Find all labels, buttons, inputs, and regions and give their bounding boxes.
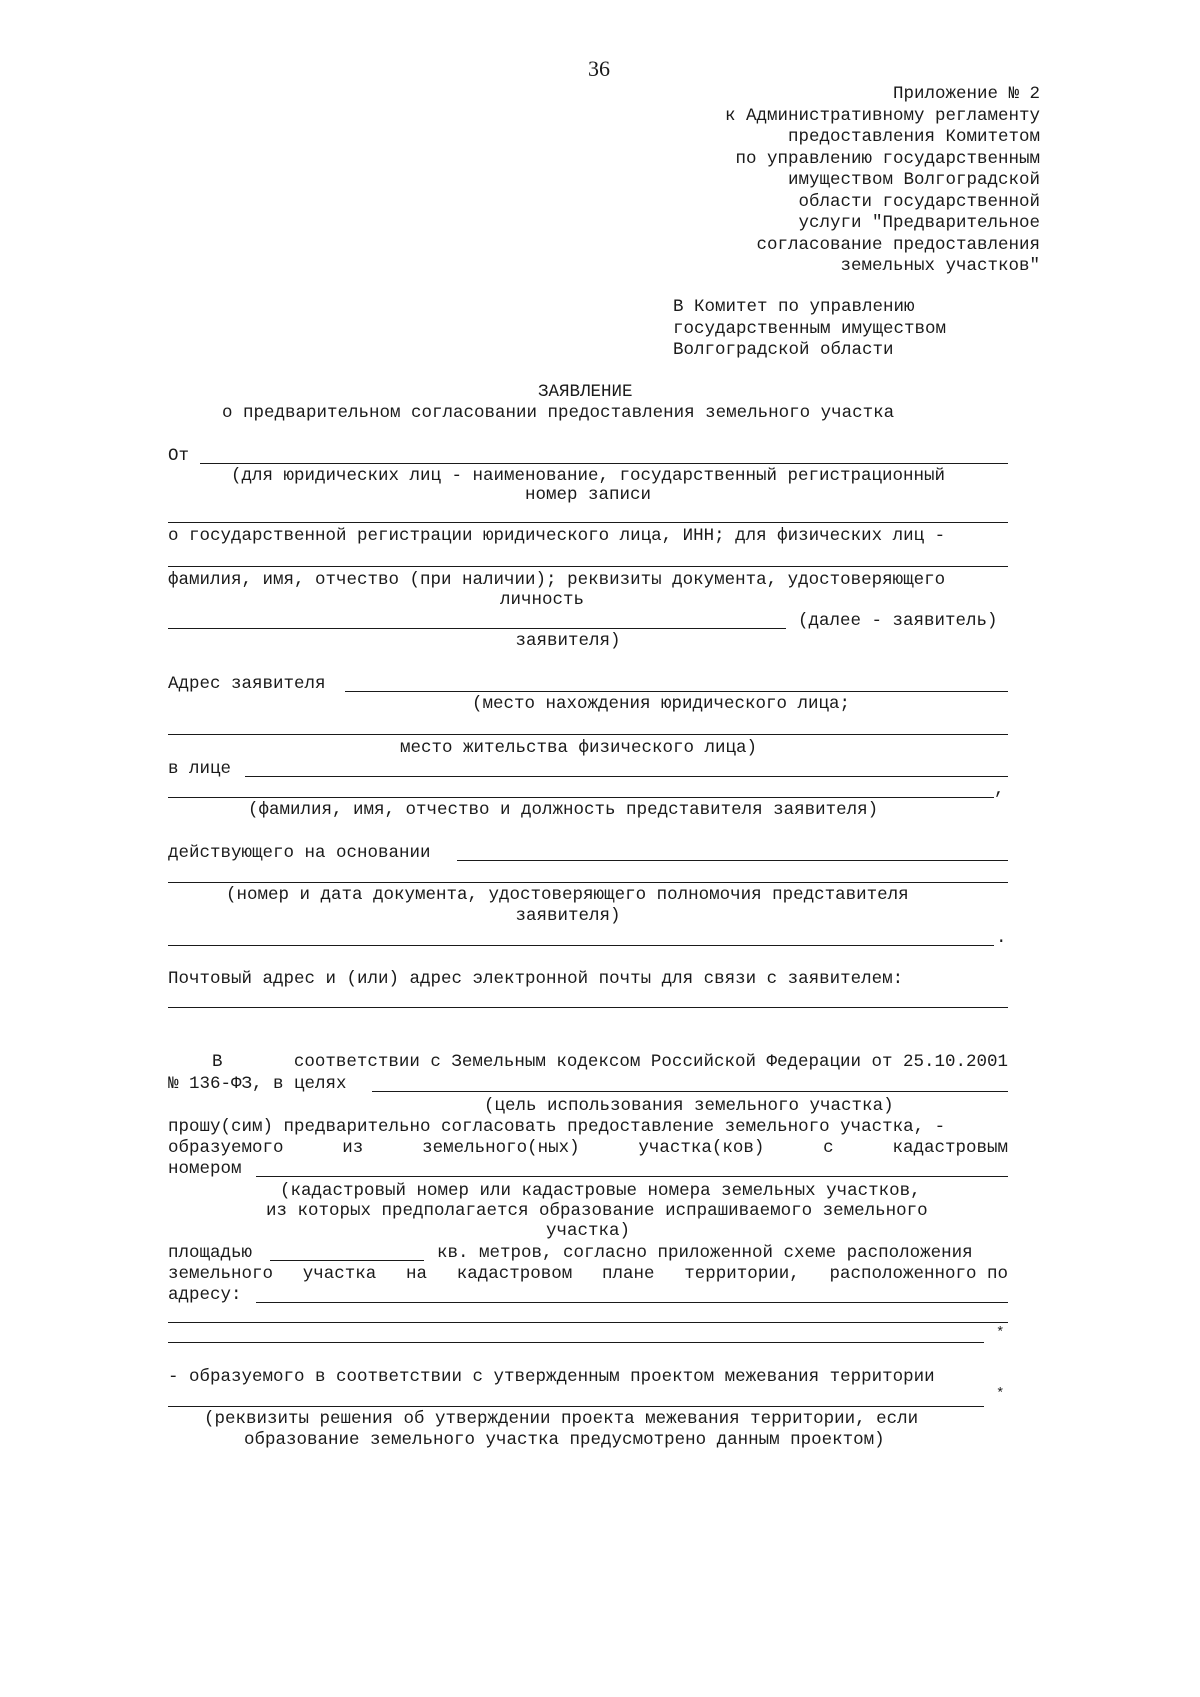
body-word: плане xyxy=(601,1264,655,1284)
representative-comma: , xyxy=(994,780,1005,800)
address-field-2[interactable] xyxy=(168,734,1008,735)
basis-field-3[interactable] xyxy=(168,945,994,946)
asterisk: * xyxy=(996,1386,1005,1402)
survey-field[interactable] xyxy=(168,1406,984,1407)
appendix-line: имуществом Волгоградской xyxy=(787,170,1040,190)
purpose-hint: (цель использования земельного участка) xyxy=(484,1096,894,1116)
body-word: земельного(ных) xyxy=(422,1138,580,1158)
document-subtitle: о предварительном согласовании предоставления земельного участка xyxy=(222,403,895,423)
appendix-line: по управлению государственным xyxy=(735,148,1040,169)
cadastral-hint: (кадастровый номер или кадастровые номера земельных участков, xyxy=(280,1181,921,1201)
basis-field-2[interactable] xyxy=(168,882,1008,883)
body-word: участка(ков) xyxy=(638,1138,765,1158)
addressee-block xyxy=(673,297,946,362)
basis-field[interactable] xyxy=(457,860,1008,861)
body-word: земельного xyxy=(168,1264,274,1284)
from-hint: фамилия, имя, отчество (при наличии); реквизиты документа, удостоверяющего xyxy=(168,570,946,590)
from-field-2[interactable] xyxy=(168,522,1008,523)
from-label: От xyxy=(168,446,190,466)
address2-label: адресу: xyxy=(168,1285,242,1305)
document-title: ЗАЯВЛЕНИЕ xyxy=(538,382,633,402)
basis-hint: (номер и дата документа, удостоверяющего полномочия представителя xyxy=(226,885,909,905)
representative-label: в лице xyxy=(168,759,232,779)
from-hint: номер записи xyxy=(524,485,652,505)
body-word: территории, xyxy=(684,1264,800,1284)
cadastral-field[interactable] xyxy=(256,1176,1008,1177)
from-field-3[interactable] xyxy=(168,566,1008,567)
body-line xyxy=(168,1138,1008,1158)
appendix-line: к Административному регламенту xyxy=(724,105,1040,126)
basis-label: действующего на основании xyxy=(168,843,431,863)
page-number: 36 xyxy=(588,56,610,81)
area-rest: кв. метров, согласно приложенной схеме расположения xyxy=(437,1243,973,1263)
cadastral-hint: из которых предполагается образование испрашиваемого земельного xyxy=(266,1201,928,1221)
appendix-line: услуги "Предварительное xyxy=(798,213,1040,233)
from-hint: личность xyxy=(499,590,584,610)
addressee-line: В Комитет по управлению xyxy=(673,297,915,317)
body-word: кадастровом xyxy=(456,1264,573,1284)
body-word: В xyxy=(212,1052,223,1072)
address2-field[interactable] xyxy=(256,1302,1008,1303)
body-line xyxy=(212,1052,1008,1072)
addressee-line: Волгоградской области xyxy=(673,340,894,360)
survey-line: - образуемого в соответствии с утвержденным проектом межевания территории xyxy=(168,1367,935,1387)
appendix-block xyxy=(725,84,1040,278)
appendix-line: предоставления Комитетом xyxy=(787,127,1040,147)
address2-field-2[interactable] xyxy=(168,1322,1008,1323)
address-hint: место жительства физического лица) xyxy=(400,738,758,758)
basis-dot: . xyxy=(996,928,1007,948)
appendix-line: Приложение № 2 xyxy=(892,84,1040,104)
from-field-4[interactable] xyxy=(168,628,786,629)
body-line: номером xyxy=(168,1159,242,1179)
body-line xyxy=(168,1264,1008,1284)
body-word: кадастровым xyxy=(892,1138,1008,1158)
representative-hint: (фамилия, имя, отчество и должность представителя заявителя) xyxy=(248,800,879,820)
survey-hint: (реквизиты решения об утверждении проекта межевания территории, если xyxy=(204,1409,919,1429)
area-label: площадью xyxy=(168,1243,253,1263)
from-field[interactable] xyxy=(200,463,1008,464)
body-line: № 136-ФЗ, в целях xyxy=(168,1074,347,1094)
body-word: расположенного по xyxy=(829,1264,1008,1284)
representative-field-2[interactable] xyxy=(168,797,994,798)
address-field[interactable] xyxy=(345,691,1008,692)
from-hint: о государственной регистрации юридического лица, ИНН; для физических лиц - xyxy=(168,526,946,546)
address-label: Адрес заявителя xyxy=(168,674,326,694)
cadastral-hint: участка) xyxy=(545,1221,630,1241)
body-word: из xyxy=(342,1138,364,1158)
body-word: с xyxy=(823,1138,834,1158)
body-word: на xyxy=(405,1264,427,1284)
purpose-field[interactable] xyxy=(372,1091,1008,1092)
body-word: участка xyxy=(302,1264,377,1284)
basis-hint: заявителя) xyxy=(515,906,621,926)
asterisk: * xyxy=(996,1325,1005,1341)
postal-field[interactable] xyxy=(168,1007,1008,1008)
body-word: образуемого xyxy=(168,1138,284,1158)
body-line: прошу(сим) предварительно согласовать предоставление земельного участка, - xyxy=(168,1117,946,1137)
appendix-line: земельных участков" xyxy=(840,256,1040,276)
from-hint: (для юридических лиц - наименование, государственный регистрационный xyxy=(230,466,946,486)
appendix-line: согласование предоставления xyxy=(756,234,1040,255)
survey-hint: образование земельного участка предусмотрено данным проектом) xyxy=(244,1430,885,1450)
addressee-line: государственным имуществом xyxy=(673,318,947,339)
representative-field[interactable] xyxy=(245,776,1008,777)
address-hint: (место нахождения юридического лица; xyxy=(472,694,851,714)
area-field[interactable] xyxy=(270,1260,424,1261)
address2-field-3[interactable] xyxy=(168,1342,984,1343)
applicant-suffix: (далее - заявитель) xyxy=(798,611,998,631)
postal-label: Почтовый адрес и (или) адрес электронной почты для связи с заявителем: xyxy=(168,969,904,989)
from-hint: заявителя) xyxy=(515,631,621,651)
body-word: соответствии с Земельным кодексом Российской Федерации от 25.10.2001 xyxy=(293,1052,1008,1072)
appendix-line: области государственной xyxy=(798,191,1040,212)
